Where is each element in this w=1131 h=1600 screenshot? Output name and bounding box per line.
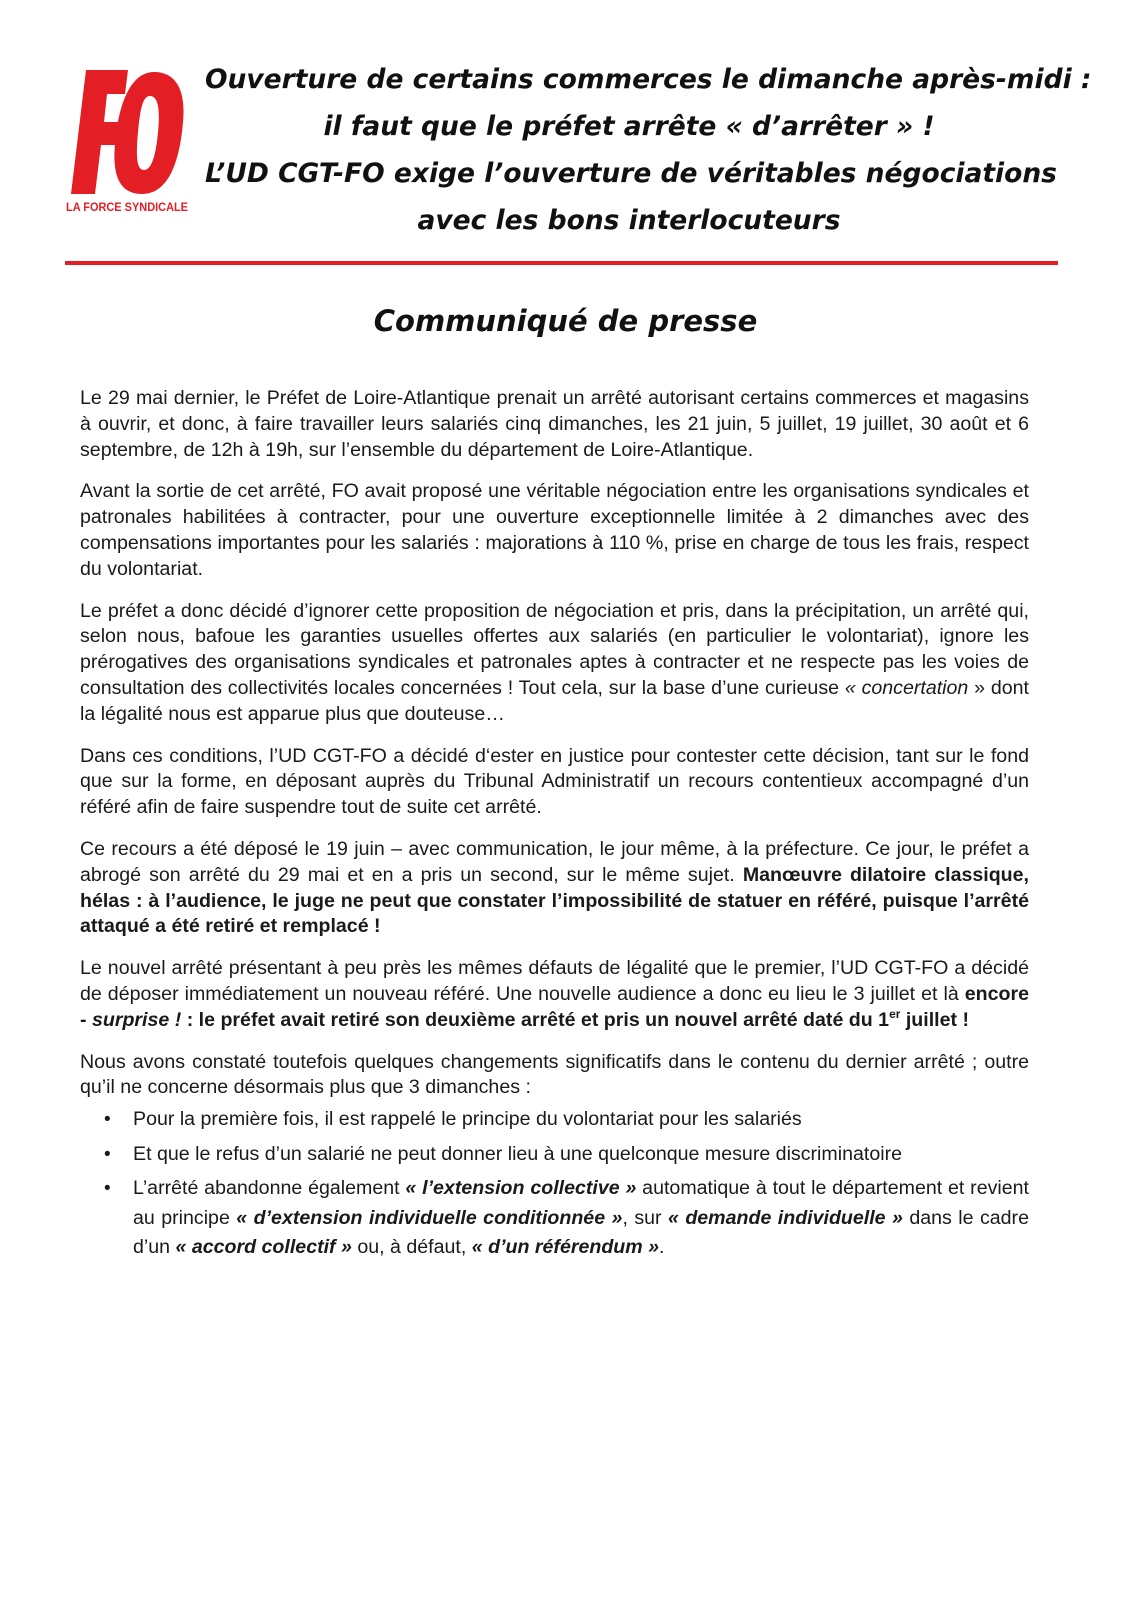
paragraph-6 — [80, 956, 1029, 1033]
bullet-3-text: L’arrêté abandonne également — [133, 1177, 406, 1200]
header-line-3: L’UD CGT-FO exige l’ouverture de véritables négociations — [205, 158, 1057, 189]
page-title: Communiqué de presse — [373, 304, 758, 338]
header-divider — [65, 261, 1058, 265]
paragraph-3-text: Le préfet a donc décidé d’ignorer cette proposition de négociation et pris, dans la précipitation, un arrêté qui, selon nous, bafoue les garanties usuelles offertes aux salariés (en particulier le volontariat), ignore les prérogatives des organisations syndicales et patronales aptes à contracter et ne respecte pas les voies de consultation des collectivités locales concernées ! Tout cela, sur la base d’une curieuse — [80, 599, 1029, 699]
surprise-text: surprise ! — [91, 1008, 182, 1031]
header-line-4: avec les bons interlocuteurs — [417, 205, 841, 236]
list-item: • Pour la première fois, il est rappelé le principe du volontariat pour les salariés — [80, 1105, 1029, 1135]
paragraph-3 — [80, 599, 1029, 728]
encore-text: encore - — [80, 982, 1029, 1031]
concertation-quote: « concertation — [844, 676, 969, 699]
list-item: • Et que le refus d’un salarié ne peut donner lieu à une quelconque mesure discriminatoire — [80, 1140, 1029, 1170]
paragraph-3-end: » dont la légalité nous est apparue plus que douteuse… — [80, 676, 1029, 725]
paragraph-6-emphasis: : le préfet avait retiré son deuxième arrêté et pris un nouvel arrêté daté du 1 — [181, 1008, 890, 1031]
quote-demande-individuelle: « demande individuelle » — [667, 1206, 903, 1229]
quote-extension-collective: « l’extension collective » — [405, 1177, 637, 1200]
paragraph-5 — [80, 837, 1029, 940]
header-title — [205, 56, 1092, 244]
header-line-1: Ouverture de certains commerces le dimanche après-midi : — [205, 64, 1092, 95]
paragraph-7: Nous avons constaté toutefois quelques changements significatifs dans le contenu du dernier arrêté ; outre qu’il ne concerne désormais plus que 3 dimanches : — [80, 1050, 1029, 1099]
paragraph-2: Avant la sortie de cet arrêté, FO avait proposé une véritable négociation entre les organisations syndicales et patronales habilitées à contracter, pour une ouverture exceptionnelle limitée à 2 dimanches avec des compensations importantes pour les salariés : majorations à 110 %, prise en charge de tous les frais, respect du volontariat. — [80, 480, 1029, 580]
paragraph-5-text: Ce recours a été déposé le 19 juin – avec communication, le jour même, à la préfecture. Ce jour, le préfet a abrogé son arrêté du 29 mai et en a pris un second, sur le même sujet. — [80, 837, 1029, 886]
quote-extension-individuelle: « d’extension individuelle conditionnée » — [236, 1206, 623, 1229]
superscript-er: er — [889, 1006, 901, 1021]
logo-tagline: LA FORCE SYNDICALE — [66, 200, 188, 214]
header-line-2: il faut que le préfet arrête « d’arrêter » ! — [323, 111, 935, 142]
paragraph-6-text: Le nouvel arrêté présentant à peu près les mêmes défauts de légalité que le premier, l’UD CGT-FO a décidé de déposer immédiatement un nouveau référé. Une nouvelle audience a donc eu lieu le 3 juillet et là — [80, 957, 1029, 1005]
bullet-3-text-4: dans le cadre d’un — [133, 1206, 1029, 1259]
paragraph-4: Dans ces conditions, l’UD CGT-FO a décidé d‘ester en justice pour contester cette décision, tant sur le fond que sur la forme, en déposant auprès du Tribunal Administratif un recours contentieux accompagné d’un référé afin de faire suspendre tout de suite cet arrêté. — [80, 744, 1029, 819]
document-body — [80, 386, 1029, 1268]
quote-accord-collectif: « accord collectif » — [175, 1236, 352, 1259]
bullet-3-text-2: automatique à tout le département et revient au principe — [133, 1177, 1029, 1229]
quote-referendum: « d’un référendum » — [471, 1236, 660, 1259]
fo-logo-mark — [64, 66, 190, 216]
fo-logo — [64, 66, 190, 216]
changes-list — [80, 1105, 1029, 1263]
bullet-3-end: . — [659, 1236, 665, 1259]
paragraph-5-emphasis: Manœuvre dilatoire classique, hélas : à l’audience, le juge ne peut que constater l’impossibilité de statuer en référé, puisque l’arrêté attaqué a été retiré et remplacé ! — [80, 863, 1029, 938]
list-item — [80, 1174, 1029, 1263]
paragraph-1: Le 29 mai dernier, le Préfet de Loire-Atlantique prenait un arrêté autorisant certains commerces et magasins à ouvrir, et donc, à faire travailler leurs salariés cinq dimanches, les 21 juin, 5 juillet, 19 juillet, 30 août et 6 septembre, de 12h à 19h, sur l’ensemble du département de Loire-Atlantique. — [80, 387, 1029, 461]
bullet-3-text-3: , sur — [622, 1206, 668, 1229]
bullet-3-text-5: ou, à défaut, — [351, 1236, 472, 1259]
paragraph-6-end: juillet ! — [900, 1008, 969, 1031]
